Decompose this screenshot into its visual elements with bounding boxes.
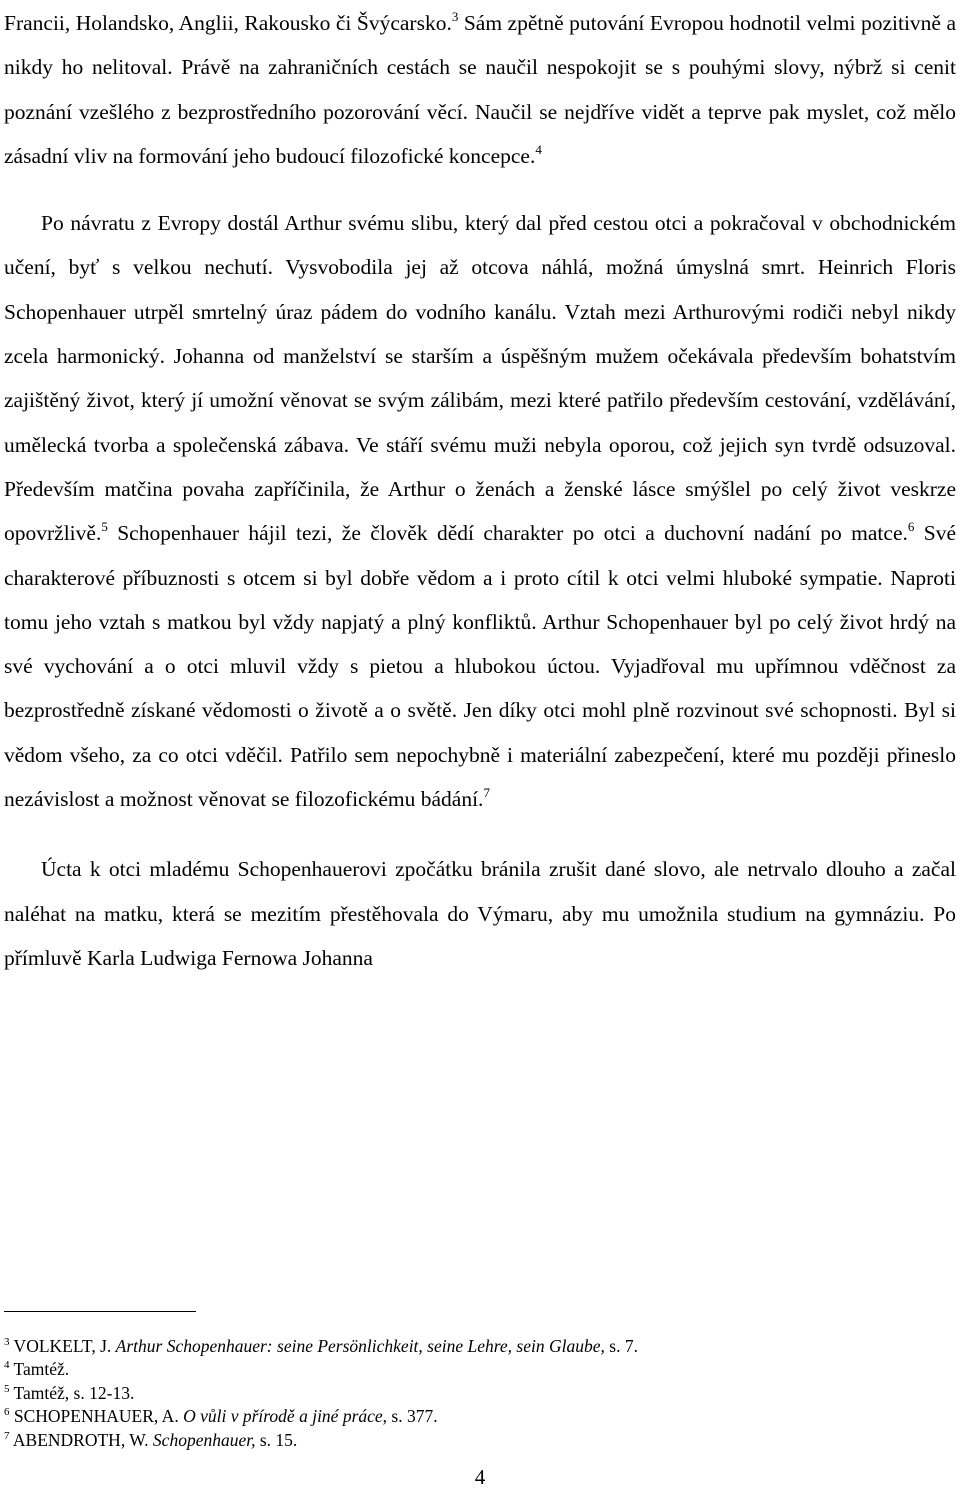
footnote-6 — [4, 1405, 954, 1428]
footnote-number: 7 — [4, 1429, 10, 1442]
paragraph-2 — [4, 201, 956, 821]
footnote-text: SCHOPENHAUER, A. — [9, 1406, 184, 1427]
text-run: Francii, Holandsko, Anglii, Rakousko či Švýcarsko. — [4, 11, 452, 35]
footnote-ref-4: 4 — [535, 141, 542, 157]
text-run: Schopenhauer hájil tezi, že člověk dědí charakter po otci a duchovní nadání po matce. — [107, 521, 908, 546]
footnote-ref-7: 7 — [483, 785, 490, 801]
footnote-text: Tamtéž. — [9, 1359, 70, 1380]
text-run: Své charakterové příbuznosti s otcem si byl dobře vědom a i proto cítil k otci velmi hluboké sympatie. Naproti tomu jeho vztah s matkou byl vždy napjatý a plný konfliktů. Arthur Schopenhauer byl po celý život hrdý na své vychování a o otci mluvil vždy s pietou a hlubokou úctou. Vyjadřoval mu upřímnou vděčnost za bezprostředně získané vědomosti o životě a o světě. Jen díky otci mohl plně rozvinout své schopnosti. Byl si vědom všeho, za co otci vděčil. Patřilo sem nepochybně i materiální zabezpečení, které mu později přineslo nezávislost a možnost věnovat se filozofickému bádání. — [4, 521, 956, 812]
footnote-3 — [4, 1335, 954, 1358]
page-number: 4 — [474, 1465, 486, 1489]
footnote-title: Schopenhauer, — [152, 1429, 256, 1450]
footnotes — [4, 1335, 954, 1452]
footnote-4 — [4, 1358, 954, 1381]
body-text — [4, 0, 956, 980]
footnote-title: O vůli v přírodě a jiné práce — [183, 1406, 383, 1427]
footnote-title: Arthur Schopenhauer: seine Persönlichkeit, seine Lehre, sein Glaube, — [115, 1336, 605, 1356]
footnote-text: VOLKELT, J. — [9, 1336, 116, 1356]
footnote-5 — [4, 1382, 954, 1405]
footnote-number: 4 — [4, 1359, 10, 1372]
footnote-text: ABENDROTH, W. — [9, 1429, 153, 1450]
paragraph-3 — [4, 847, 956, 980]
footnote-text: , s. 377. — [382, 1406, 438, 1427]
footnote-separator — [4, 1311, 196, 1312]
footnote-ref-6: 6 — [907, 519, 915, 535]
footnote-number: 3 — [4, 1336, 10, 1348]
footnote-ref-5: 5 — [101, 519, 108, 535]
text-run: Sám zpětně putování Evropou hodnotil velmi pozitivně a nikdy ho nelitoval. Právě na zahraničních cestách se naučil nespokojit se s pouhými slovy, nýbrž si cenit poznání vzešlého z bezprostředního pozorování věcí. Naučil se nejdříve vidět a teprve pak myslet, což mělo zásadní vliv na formování jeho budoucí filozofické koncepce. — [4, 11, 956, 168]
paragraph-1 — [4, 1, 956, 178]
text-run: Úcta k otci mladému Schopenhauerovi zpočátku bránila zrušit dané slovo, ale netrvalo dlouho a začal naléhat na matku, která se mezitím přestěhovala do Výmaru, aby mu umožnila studium na gymnáziu. Po přímluvě Karla Ludwiga Fernowa Johanna — [4, 857, 956, 970]
footnote-text: s. 15. — [255, 1429, 298, 1450]
footnote-text: Tamtéž, s. 12-13. — [9, 1382, 135, 1403]
footnote-text: s. 7. — [604, 1336, 638, 1356]
footnote-ref-3: 3 — [451, 9, 459, 24]
footnote-number: 5 — [4, 1382, 10, 1395]
footnote-number: 6 — [4, 1406, 10, 1419]
footnote-7 — [4, 1429, 954, 1452]
text-run: Po návratu z Evropy dostál Arthur svému slibu, který dal před cestou otci a pokračoval v obchodnickém učení, byť s velkou nechutí. Vysvobodila jej až otcova náhlá, možná úmyslná smrt. Heinrich Floris Schopenhauer utrpěl smrtelný úraz pádem do vodního kanálu. Vztah mezi Arthurovými rodiči nebyl nikdy zcela harmonický. Johanna od manželství se starším a úspěšným mužem očekávala především bohatstvím zajištěný život, který jí umožní věnovat se svým zálibám, mezi které patřilo především cestování, vzdělávání, umělecká tvorba a společenská zábava. Ve stáří svému muži nebyla oporou, což jejich syn tvrdě odsuzoval. Především matčina povaha zapříčinila, že Arthur o ženách a ženské lásce smýšlel po celý život veskrze opovržlivě. — [4, 211, 956, 546]
